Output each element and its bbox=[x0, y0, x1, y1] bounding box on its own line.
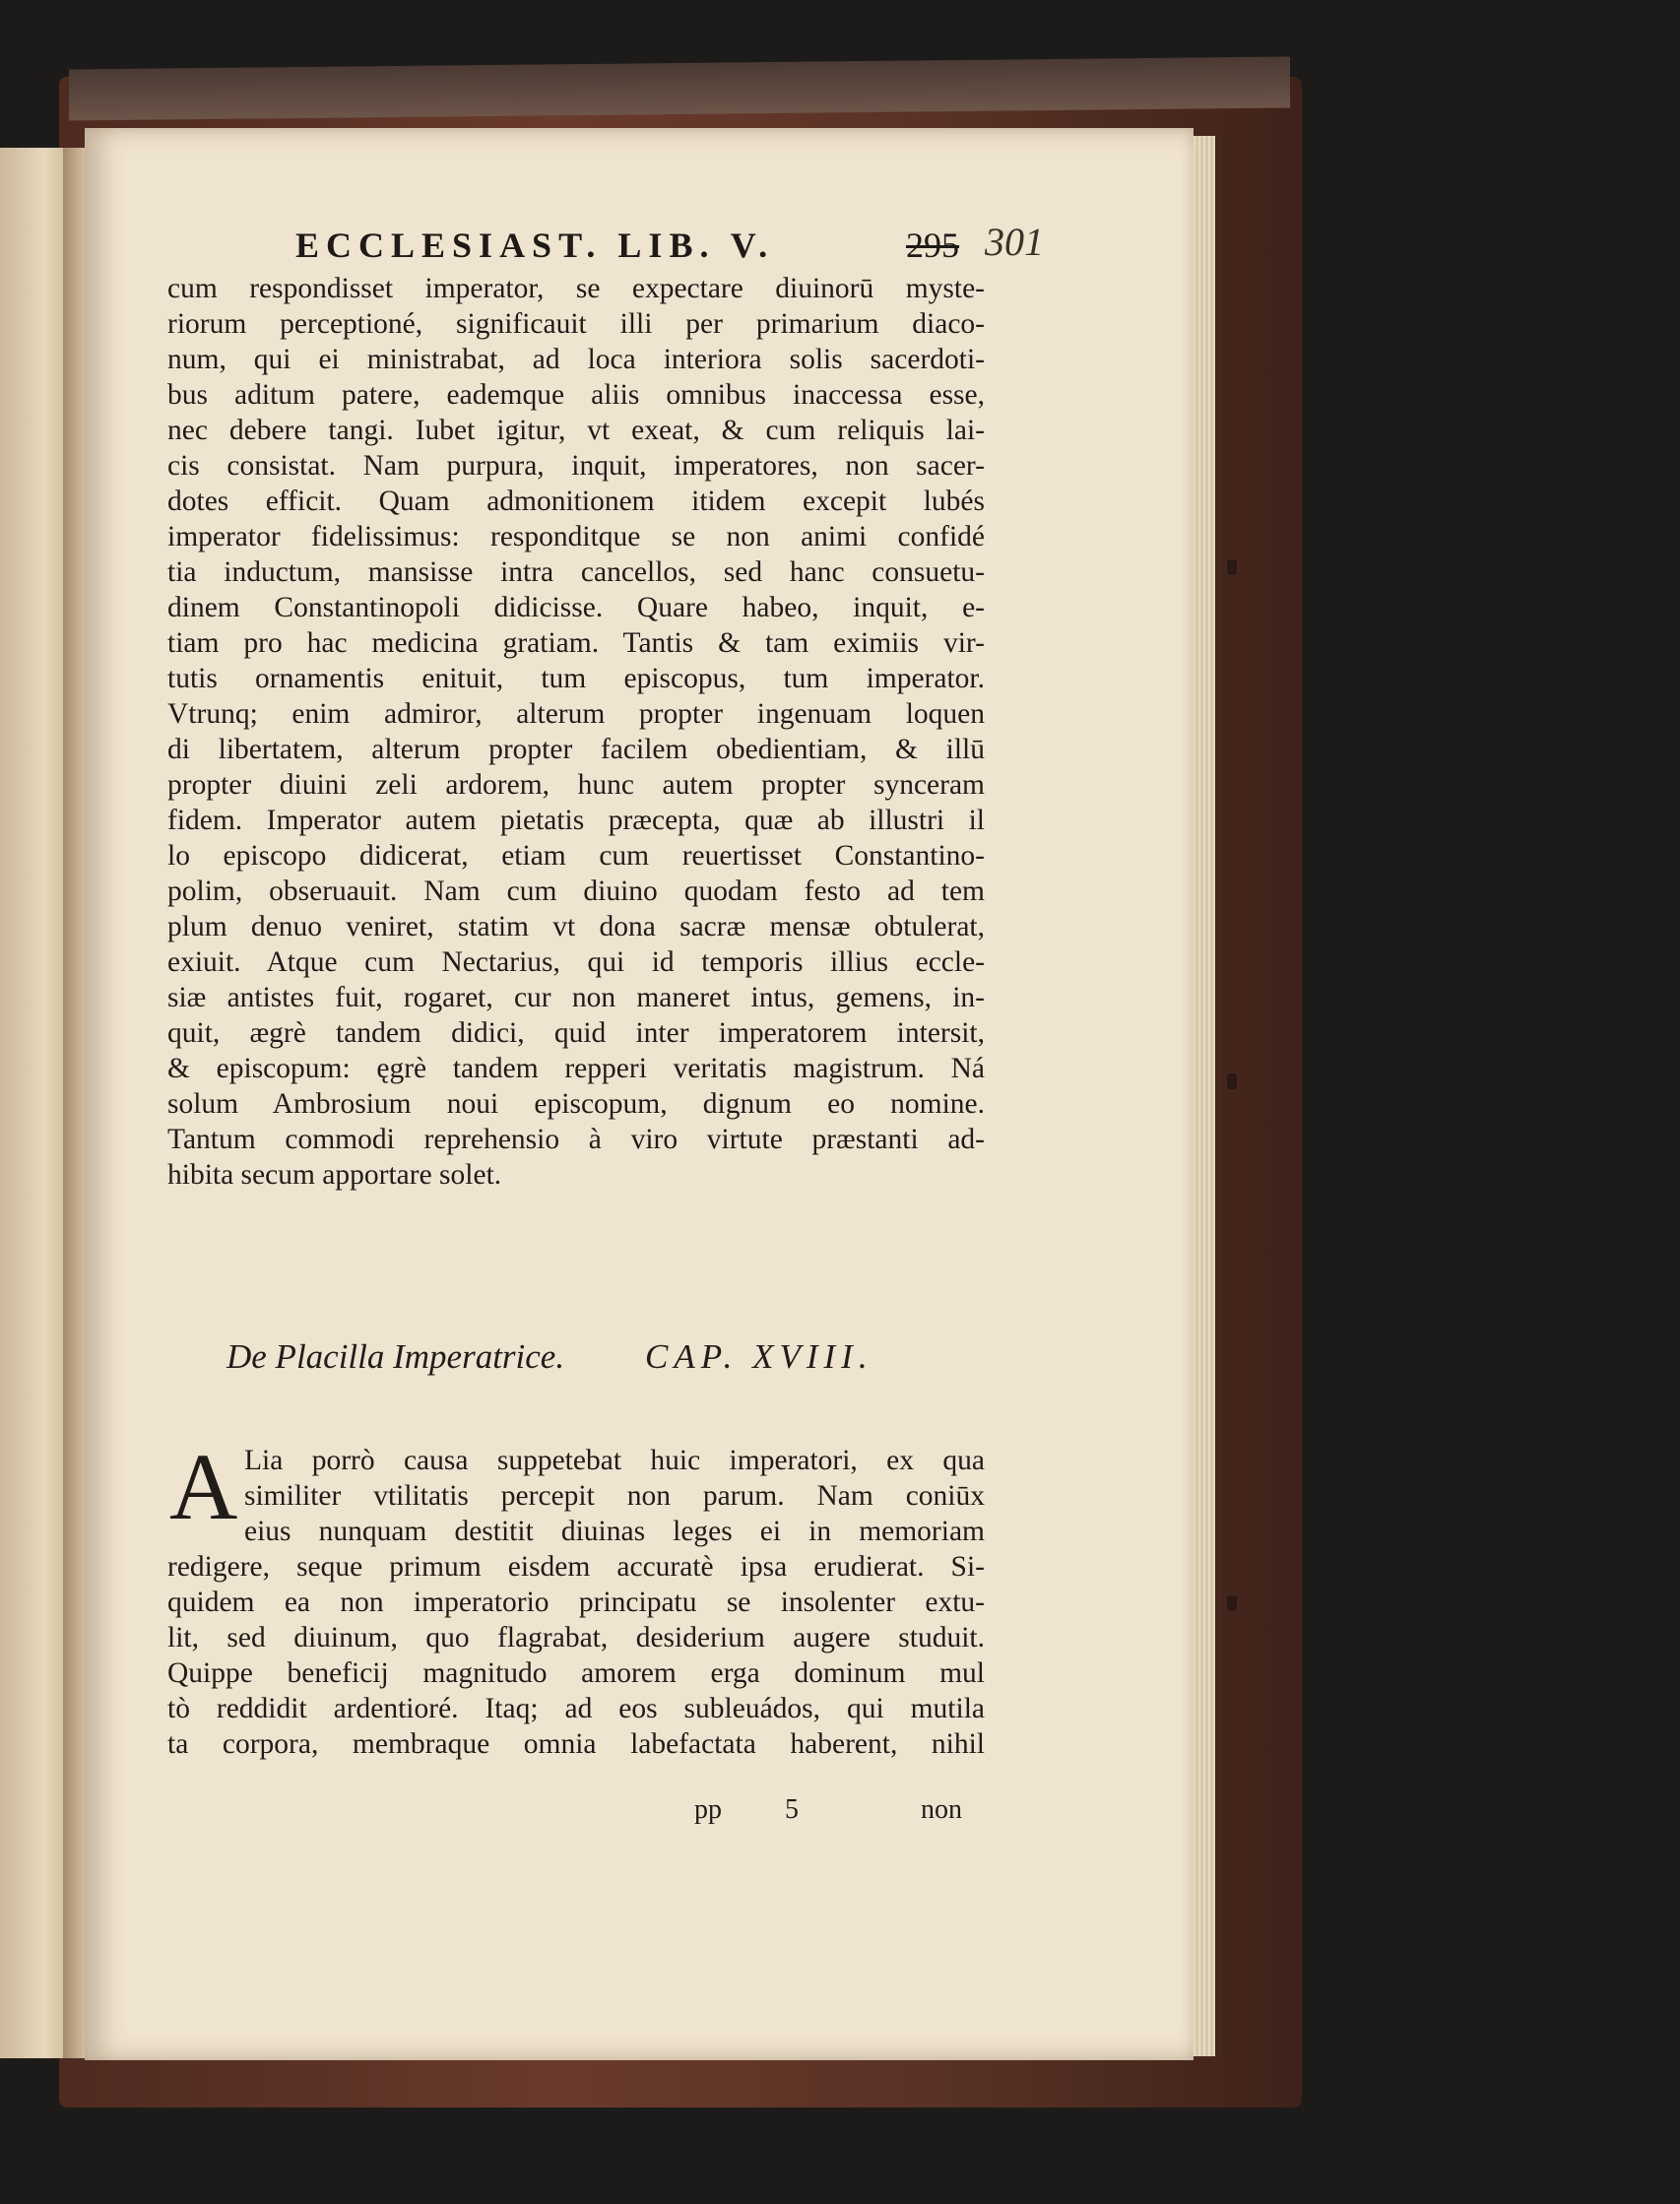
text-line: tò reddidit ardentioré. Itaq; ad eos subleuádos, qui mutila bbox=[167, 1693, 985, 1724]
text-line: quit, ægrè tandem didici, quid inter imperatorem intersit, bbox=[167, 1017, 985, 1049]
text-line: dotes efficit. Quam admonitionem itidem excepit lubés bbox=[167, 486, 985, 517]
text-line: fidem. Imperator autem pietatis præcepta, quæ ab illustri il bbox=[167, 805, 985, 836]
text-line: imperator fidelissimus: responditque se non animi confidé bbox=[167, 521, 985, 552]
text-line: cis consistat. Nam purpura, inquit, imperatores, non sacer- bbox=[167, 450, 985, 482]
text-line: plum denuo veniret, statim vt dona sacræ mensæ obtulerat, bbox=[167, 911, 985, 942]
text-line: hibita secum apportare solet. bbox=[167, 1159, 502, 1191]
text-line: ta corpora, membraque omnia labefactata haberent, nihil bbox=[167, 1728, 985, 1760]
text-line: Vtrunq; enim admiror, alterum propter ingenuam loquen bbox=[167, 698, 985, 730]
text-line: similiter vtilitatis percepit non parum. Nam coniūx bbox=[244, 1480, 985, 1512]
text-line: propter diuini zeli ardorem, hunc autem propter synceram bbox=[167, 769, 985, 801]
text-line: riorum perceptioné, significauit illi per primarium diaco- bbox=[167, 308, 985, 340]
text-line: & episcopum: ęgrè tandem repperi veritatis magistrum. Ná bbox=[167, 1053, 985, 1084]
text-line: tia inductum, mansisse intra cancellos, sed hanc consuetu- bbox=[167, 556, 985, 588]
text-line: di libertatem, alterum propter facilem obedientiam, & illū bbox=[167, 734, 985, 765]
text-line: Lia porrò causa suppetebat huic imperatori, ex qua bbox=[244, 1445, 985, 1476]
clasp-nail bbox=[1227, 1073, 1237, 1089]
text-line: solum Ambrosium noui episcopum, dignum eo nomine. bbox=[167, 1088, 985, 1120]
text-line: redigere, seque primum eisdem accuratè ipsa erudierat. Si- bbox=[167, 1551, 985, 1583]
text-line: num, qui ei ministrabat, ad loca interiora solis sacerdoti- bbox=[167, 344, 985, 375]
text-line: nec debere tangi. Iubet igitur, vt exeat, & cum reliquis lai- bbox=[167, 415, 985, 446]
chapter-number: CAP. XVIII. bbox=[645, 1337, 873, 1376]
text-line: dinem Constantinopoli didicisse. Quare habeo, inquit, e- bbox=[167, 592, 985, 623]
text-line: Tantum commodi reprehensio à viro virtute præstanti ad- bbox=[167, 1124, 985, 1155]
folio-printed: 295 bbox=[906, 226, 959, 265]
signature-number: 5 bbox=[785, 1794, 799, 1825]
catchword: non bbox=[921, 1794, 962, 1825]
text-line: siæ antistes fuit, rogaret, cur non maneret intus, gemens, in- bbox=[167, 982, 985, 1013]
folio-handwritten: 301 bbox=[985, 220, 1044, 264]
text-line: tutis ornamentis enituit, tum episcopus, tum imperator. bbox=[167, 663, 985, 694]
clasp-nail bbox=[1227, 559, 1237, 575]
text-line: cum respondisset imperator, se expectare diuinorū myste- bbox=[167, 273, 985, 304]
text-line: bus aditum patere, eademque aliis omnibus inaccessa esse, bbox=[167, 379, 985, 411]
drop-cap: A bbox=[169, 1434, 238, 1539]
text-line: eius nunquam destitit diuinas leges ei in memoriam bbox=[244, 1516, 985, 1547]
clasp-nail bbox=[1227, 1595, 1237, 1611]
text-line: lit, sed diuinum, quo flagrabat, desiderium augere studuit. bbox=[167, 1622, 985, 1653]
text-line: lo episcopo didicerat, etiam cum reuertisset Constantino- bbox=[167, 840, 985, 872]
text-line: Quippe beneficij magnitudo amorem erga dominum mul bbox=[167, 1657, 985, 1689]
text-line: exiuit. Atque cum Nectarius, qui id temporis illius eccle- bbox=[167, 946, 985, 978]
text-line: tiam pro hac medicina gratiam. Tantis & tam eximiis vir- bbox=[167, 627, 985, 659]
text-line: polim, obseruauit. Nam cum diuino quodam festo ad tem bbox=[167, 875, 985, 907]
signature-mark: pp bbox=[694, 1794, 722, 1825]
chapter-title: De Placilla Imperatrice. bbox=[226, 1337, 565, 1376]
text-line: quidem ea non imperatorio principatu se insolenter extu- bbox=[167, 1587, 985, 1618]
running-head: ECCLESIAST. LIB. V. bbox=[295, 226, 775, 265]
